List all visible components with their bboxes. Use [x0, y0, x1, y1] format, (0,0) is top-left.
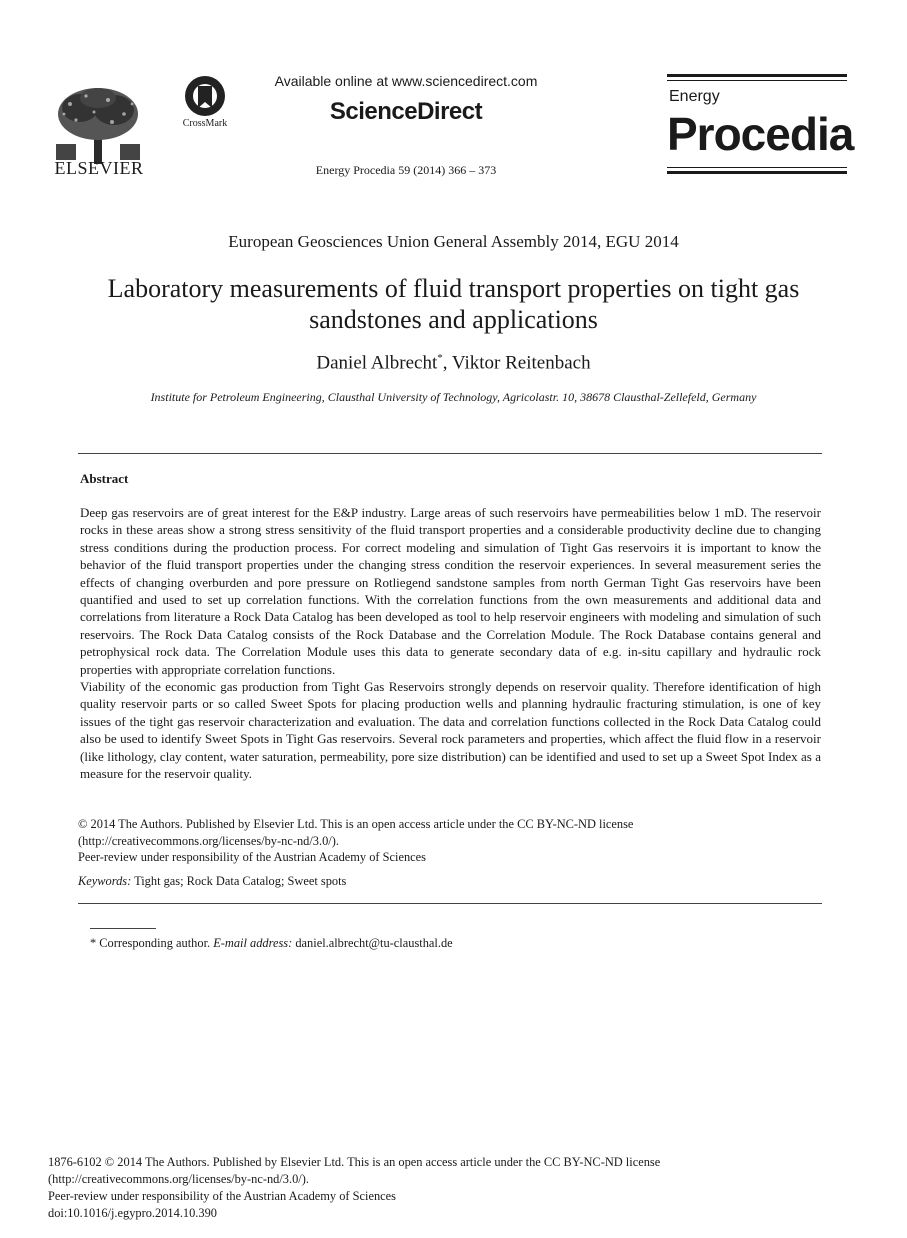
issn-copyright-line: 1876-6102 © 2014 The Authors. Published by Elsevier Ltd. This is an open access article under the CC BY-NC-ND license	[48, 1155, 661, 1169]
sciencedirect-logo[interactable]: ScienceDirect	[329, 98, 483, 125]
publisher-logo-text: ELSEVIER	[54, 158, 144, 178]
bottom-info	[48, 1154, 848, 1222]
divider	[78, 903, 822, 904]
available-online-text: Available online at www.sciencedirect.com	[274, 73, 538, 89]
journal-logo-large: Procedia	[667, 108, 854, 160]
keywords-text: Tight gas; Rock Data Catalog; Sweet spots	[131, 874, 347, 888]
peer-review-line: Peer-review under responsibility of the Austrian Academy of Sciences	[48, 1189, 396, 1203]
abstract-heading: Abstract	[80, 471, 129, 486]
paper-title-line: Laboratory measurements of fluid transport properties on tight gas	[107, 274, 800, 303]
journal-logo-small: Energy	[669, 88, 720, 105]
affiliation: Institute for Petroleum Engineering, Clausthal University of Technology, Agricolastr. 10, 38678 Clausthal-Zellefeld, Germany	[150, 390, 757, 404]
keywords-label: Keywords:	[78, 874, 132, 888]
journal-citation: Energy Procedia 59 (2014) 366 – 373	[315, 163, 497, 177]
paper-title-line: sandstones and applications	[309, 305, 598, 334]
divider	[78, 453, 822, 454]
author-separator: ,	[442, 352, 452, 374]
copyright-line: © 2014 The Authors. Published by Elsevier Ltd. This is an open access article under the CC BY-NC-ND license	[78, 817, 634, 831]
author-list	[60, 352, 847, 374]
license-block	[78, 816, 822, 866]
license-link[interactable]: (http://creativecommons.org/licenses/by-nc-nd/3.0/).	[78, 833, 339, 848]
corresponding-mark: *	[437, 352, 443, 364]
email-address[interactable]: daniel.albrecht@tu-clausthal.de	[292, 936, 453, 950]
footnote	[90, 936, 820, 951]
paper-title	[60, 273, 847, 335]
conference-name: European Geosciences Union General Assembly 2014, EGU 2014	[228, 232, 679, 251]
license-link[interactable]: (http://creativecommons.org/licenses/by-nc-nd/3.0/).	[48, 1172, 309, 1186]
doi[interactable]: doi:10.1016/j.egypro.2014.10.390	[48, 1206, 217, 1220]
abstract-paragraph: Viability of the economic gas production from Tight Gas Reservoirs strongly depends on reservoir quality. Therefore identification of high quality reservoir parts or so called Sweet Spots for placing production wells and planning hydraulic fracturing stimulation, is one of key issues of the tight gas reservoir characterization and evaluation. The data and correlation functions collected in the Rock Data Catalog could also be used to identify Sweet Spots in Tight Gas reservoirs. Several rock parameters and properties, which affect the fluid flow in a reservoir (like lithology, clay content, water saturation, permeability, pore size distribution) can be identified and used to set up a Sweet Spot Index as a measure for the reservoir quality.	[80, 679, 821, 782]
footnote-rule	[90, 928, 156, 929]
author-name: Viktor Reitenbach	[451, 352, 591, 374]
footnote-mark: * Corresponding author.	[90, 936, 214, 950]
author-name: Daniel Albrecht	[316, 352, 438, 374]
journal-logo	[667, 74, 854, 178]
email-label: E-mail address:	[213, 936, 293, 950]
peer-review-line: Peer-review under responsibility of the Austrian Academy of Sciences	[78, 850, 426, 864]
keywords	[78, 874, 822, 889]
abstract-paragraph: Deep gas reservoirs are of great interest for the E&P industry. Large areas of such reservoirs have permeabilities below 1 mD. The reservoir rocks in these areas show a strong stress sensitivity of the fluid transport properties and a considerable productivity decline due to changing stress conditions during the production process. For correct modeling and simulation of Tight Gas reservoirs it is important to know the behavior of the fluid transport properties under the changing stress condition the reservoir experiences. In several measurement series the effects of changing overburden and pore pressure on Rotliegend sandstone samples from north German Tight Gas reservoirs have been quantified and used to set up correlation functions. With the correlation functions from the own measurements and additional data and correlations from literature a Rock Data Catalog has been developed as tool to help reservoir engineers with modeling and simulation of such reservoirs. The Rock Data Catalog consists of the Rock Database and the Correlation Module. The Rock Database contains general and petrophysical rock data. The Correlation Module uses this data to generate secondary data of e.g. in-situ capillary and hydraulic rock properties with appropriate correlation functions.	[80, 505, 821, 677]
crossmark-label: CrossMark	[182, 118, 228, 129]
abstract-body	[80, 504, 821, 783]
